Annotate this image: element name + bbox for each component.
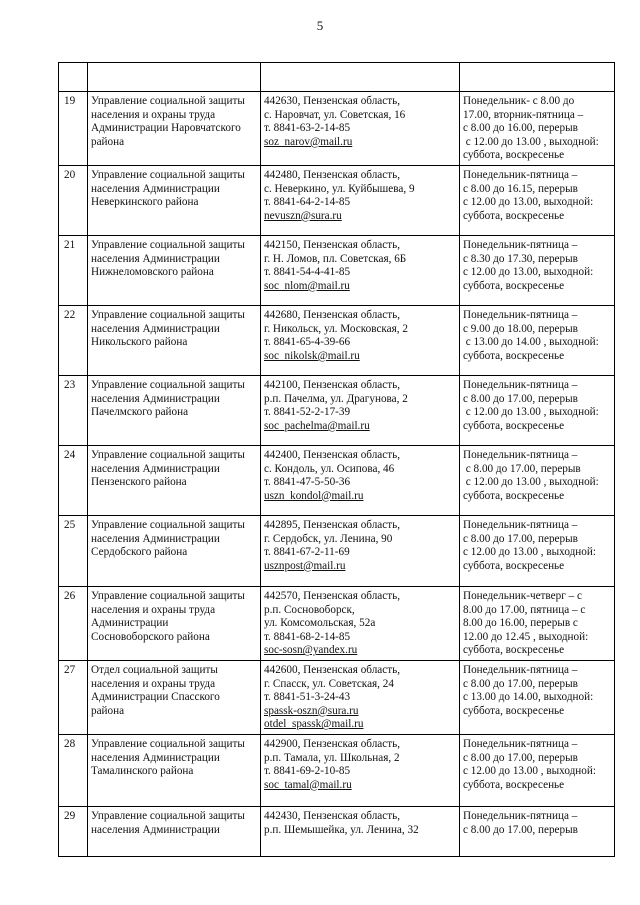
working-hours: [460, 660, 615, 734]
working-hours-line: с 12.00 до 13.00, выходной:: [463, 266, 594, 279]
organization-name-line: Сердобского района: [91, 546, 188, 559]
header-cell-name: [88, 63, 261, 92]
row-number: 19: [59, 92, 88, 166]
organization-name-line: Управление социальной защиты: [91, 589, 245, 602]
organization-name-line: Нижнеломовского района: [91, 266, 214, 279]
address-line: т. 8841-63-2-14-85: [264, 122, 351, 135]
table-row: [59, 375, 615, 445]
working-hours-line: с 8.00 до 17.00, перерыв: [463, 677, 578, 690]
row-number: 29: [59, 806, 88, 856]
working-hours-line: с 8.00 до 17.00, перерыв: [463, 532, 578, 545]
address-line: ул. Комсомольская, 52а: [264, 617, 376, 630]
header-cell-hours: [460, 63, 615, 92]
working-hours-line: с 8.00 до 17.00, перерыв: [463, 392, 578, 405]
table-row: [59, 515, 615, 586]
address-line: р.п. Пачелма, ул. Драгунова, 2: [264, 392, 408, 405]
address-cell: [261, 586, 460, 660]
table-row: [59, 445, 615, 515]
working-hours-line: с 12.00 до 13.00 , выходной:: [463, 765, 596, 778]
organization-name-line: населения Администрации: [91, 252, 220, 265]
address-line: с. Неверкино, ул. Куйбышева, 9: [264, 182, 415, 195]
address-line: р.п. Сосновоборск,: [264, 603, 355, 616]
organization-name-line: района: [91, 135, 125, 148]
address-line: 442570, Пензенская область,: [264, 589, 401, 602]
working-hours-line: с 13.00 до 14.00 , выходной:: [463, 336, 599, 349]
address-line: т. 8841-69-2-10-85: [264, 765, 351, 778]
organization-name-line: Управление социальной защиты: [91, 737, 245, 750]
address-line: 442480, Пензенская область,: [264, 168, 401, 181]
address-line: с. Наровчат, ул. Советская, 16: [264, 108, 406, 121]
working-hours-line: суббота, воскресенье: [463, 704, 565, 717]
working-hours-line: с 8.30 до 17.30, перерыв: [463, 252, 578, 265]
organization-name-line: Неверкинского района: [91, 196, 199, 209]
working-hours-line: Понедельник-пятница –: [463, 737, 578, 750]
working-hours-line: суббота, воскресенье: [463, 559, 565, 572]
table-header-row: [59, 63, 615, 92]
working-hours-line: с 12.00 до 13.00 , выходной:: [463, 546, 596, 559]
working-hours-line: Понедельник-четверг – с: [463, 589, 582, 602]
working-hours-line: с 12.00 до 13.00 , выходной:: [463, 476, 599, 489]
address-cell: [261, 660, 460, 734]
working-hours: [460, 305, 615, 375]
row-number: 22: [59, 305, 88, 375]
organization-name-line: населения Администрации: [91, 182, 220, 195]
address-line: г. Сердобск, ул. Ленина, 90: [264, 532, 393, 545]
row-number: 26: [59, 586, 88, 660]
working-hours-line: суббота, воскресенье: [463, 644, 565, 657]
working-hours: [460, 586, 615, 660]
organization-name-line: Администрации Наровчатского: [91, 122, 241, 135]
row-number: 23: [59, 375, 88, 445]
address-line: 442680, Пензенская область,: [264, 308, 401, 321]
organization-name-line: населения Администрации: [91, 322, 220, 335]
organization-name: [88, 515, 261, 586]
contacts-table: [58, 62, 615, 857]
organization-name: [88, 165, 261, 235]
working-hours-line: с 13.00 до 14.00, выходной:: [463, 691, 594, 704]
email-link[interactable]: soc_nlom@mail.ru: [264, 279, 350, 292]
organization-name-line: населения Администрации: [91, 462, 220, 475]
working-hours-line: суббота, воскресенье: [463, 149, 565, 162]
address-line: г. Н. Ломов, пл. Советская, 6Б: [264, 252, 407, 265]
email-link[interactable]: soc_pachelma@mail.ru: [264, 419, 370, 432]
working-hours-line: суббота, воскресенье: [463, 349, 565, 362]
address-cell: [261, 305, 460, 375]
address-line: 442630, Пензенская область,: [264, 95, 401, 107]
organization-name-line: населения Администрации: [91, 751, 220, 764]
address-line: р.п. Шемышейка, ул. Ленина, 32: [264, 823, 419, 836]
working-hours-line: суббота, воскресенье: [463, 209, 565, 222]
organization-name-line: Управление социальной защиты: [91, 809, 245, 822]
organization-name: [88, 235, 261, 305]
address-line: т. 8841-64-2-14-85: [264, 196, 351, 209]
email-link[interactable]: usznpost@mail.ru: [264, 559, 346, 572]
header-cell-number: [59, 63, 88, 92]
address-line: т. 8841-68-2-14-85: [264, 630, 351, 643]
organization-name-line: Управление социальной защиты: [91, 378, 245, 391]
email-link[interactable]: uszn_kondol@mail.ru: [264, 489, 364, 502]
email-link[interactable]: soz_narov@mail.ru: [264, 135, 353, 148]
address-line: 442600, Пензенская область,: [264, 663, 401, 676]
address-cell: [261, 806, 460, 856]
working-hours-line: Понедельник- с 8.00 до: [463, 95, 575, 107]
working-hours: [460, 445, 615, 515]
row-number: 27: [59, 660, 88, 734]
organization-name: [88, 92, 261, 166]
working-hours-line: 12.00 до 12.45 , выходной:: [463, 630, 589, 643]
organization-name-line: Никольского района: [91, 336, 188, 349]
working-hours-line: Понедельник-пятница –: [463, 238, 578, 251]
address-line: г. Спасск, ул. Советская, 24: [264, 677, 394, 690]
working-hours: [460, 734, 615, 806]
working-hours-line: 17.00, вторник-пятница –: [463, 108, 584, 121]
organization-name: [88, 445, 261, 515]
organization-name-line: Управление социальной защиты: [91, 448, 245, 461]
organization-name-line: Управление социальной защиты: [91, 168, 245, 181]
working-hours: [460, 806, 615, 856]
organization-name-line: Управление социальной защиты: [91, 518, 245, 531]
organization-name-line: Управление социальной защиты: [91, 238, 245, 251]
organization-name-line: населения Администрации: [91, 392, 220, 405]
organization-name: [88, 806, 261, 856]
table-row: [59, 586, 615, 660]
address-line: т. 8841-54-4-41-85: [264, 266, 351, 279]
address-cell: [261, 445, 460, 515]
working-hours-line: с 8.00 до 16.15, перерыв: [463, 182, 578, 195]
working-hours-line: с 8.00 до 16.00, перерыв: [463, 122, 578, 135]
working-hours-line: Понедельник-пятница –: [463, 518, 578, 531]
address-cell: [261, 165, 460, 235]
address-cell: [261, 375, 460, 445]
working-hours: [460, 92, 615, 166]
organization-name-line: населения и охраны труда: [91, 108, 216, 121]
working-hours-line: с 8.00 до 17.00, перерыв: [463, 751, 578, 764]
table-row: [59, 806, 615, 856]
address-line: т. 8841-67-2-11-69: [264, 546, 350, 559]
working-hours-line: 8.00 до 17.00, пятница – с: [463, 603, 586, 616]
organization-name: [88, 734, 261, 806]
working-hours-line: Понедельник-пятница –: [463, 308, 578, 321]
organization-name: [88, 305, 261, 375]
address-line: г. Никольск, ул. Московская, 2: [264, 322, 408, 335]
working-hours-line: Понедельник-пятница –: [463, 168, 578, 181]
working-hours-line: суббота, воскресенье: [463, 489, 565, 502]
address-line: 442895, Пензенская область,: [264, 518, 401, 531]
working-hours-line: с 9.00 до 18.00, перерыв: [463, 322, 578, 335]
working-hours-line: Понедельник-пятница –: [463, 448, 578, 461]
row-number: 28: [59, 734, 88, 806]
email-link[interactable]: nevuszn@sura.ru: [264, 209, 342, 222]
organization-name-line: населения и охраны труда: [91, 677, 216, 690]
address-line: т. 8841-47-5-50-36: [264, 476, 351, 489]
table-row: [59, 92, 615, 166]
address-line: т. 8841-65-4-39-66: [264, 336, 351, 349]
table-row: [59, 235, 615, 305]
row-number: 25: [59, 515, 88, 586]
working-hours: [460, 375, 615, 445]
email-link[interactable]: soc_nikolsk@mail.ru: [264, 349, 360, 362]
organization-name-line: населения и охраны труда: [91, 603, 216, 616]
row-number: 24: [59, 445, 88, 515]
organization-name-line: населения Администрации: [91, 532, 220, 545]
working-hours: [460, 165, 615, 235]
working-hours-line: Понедельник-пятница –: [463, 809, 578, 822]
address-line: т. 8841-51-3-24-43: [264, 691, 351, 704]
address-cell: [261, 235, 460, 305]
organization-name-line: Отдел социальной защиты: [91, 663, 218, 676]
address-line: 442400, Пензенская область,: [264, 448, 401, 461]
working-hours: [460, 235, 615, 305]
address-line: т. 8841-52-2-17-39: [264, 406, 351, 419]
address-line: 442900, Пензенская область,: [264, 737, 401, 750]
organization-name-line: Администрации: [91, 617, 169, 630]
address-cell: [261, 515, 460, 586]
working-hours-line: с 12.00 до 13.00, выходной:: [463, 196, 594, 209]
organization-name: [88, 586, 261, 660]
table-row: [59, 734, 615, 806]
working-hours-line: суббота, воскресенье: [463, 279, 565, 292]
address-cell: [261, 92, 460, 166]
row-number: 21: [59, 235, 88, 305]
organization-name-line: населения Администрации: [91, 823, 220, 836]
email-link[interactable]: spassk-oszn@sura.ru: [264, 704, 359, 717]
address-line: 442150, Пензенская область,: [264, 238, 401, 251]
organization-name-line: Пачелмского района: [91, 406, 189, 419]
table-row: [59, 660, 615, 734]
working-hours-line: суббота, воскресенье: [463, 778, 565, 791]
address-line: р.п. Тамала, ул. Школьная, 2: [264, 751, 400, 764]
organization-name-line: Сосновоборского района: [91, 630, 210, 643]
working-hours-line: с 12.00 до 13.00 , выходной:: [463, 406, 599, 419]
organization-name-line: Управление социальной защиты: [91, 308, 245, 321]
email-link[interactable]: soc_tamal@mail.ru: [264, 778, 352, 791]
working-hours-line: Понедельник-пятница –: [463, 663, 578, 676]
email-link[interactable]: soc-sosn@yandex.ru: [264, 644, 358, 657]
address-line: 442430, Пензенская область,: [264, 809, 401, 822]
email-link[interactable]: otdel_spassk@mail.ru: [264, 718, 364, 731]
row-number: 20: [59, 165, 88, 235]
address-cell: [261, 734, 460, 806]
page-number: 5: [316, 18, 324, 33]
table-row: [59, 165, 615, 235]
working-hours: [460, 515, 615, 586]
address-line: с. Кондоль, ул. Осипова, 46: [264, 462, 395, 475]
organization-name-line: Тамалинского района: [91, 765, 194, 778]
working-hours-line: с 12.00 до 13.00 , выходной:: [463, 135, 599, 148]
organization-name: [88, 660, 261, 734]
working-hours-line: с 8.00 до 17.00, перерыв: [463, 462, 581, 475]
working-hours-line: с 8.00 до 17.00, перерыв: [463, 823, 578, 836]
organization-name-line: Управление социальной защиты: [91, 95, 245, 107]
address-line: 442100, Пензенская область,: [264, 378, 401, 391]
table-row: [59, 305, 615, 375]
working-hours-line: суббота, воскресенье: [463, 419, 565, 432]
organization-name-line: района: [91, 704, 125, 717]
working-hours-line: 8.00 до 16.00, перерыв с: [463, 617, 578, 630]
organization-name-line: Пензенского района: [91, 476, 187, 489]
organization-name-line: Администрации Спасского: [91, 691, 220, 704]
header-cell-address: [261, 63, 460, 92]
organization-name: [88, 375, 261, 445]
working-hours-line: Понедельник-пятница –: [463, 378, 578, 391]
